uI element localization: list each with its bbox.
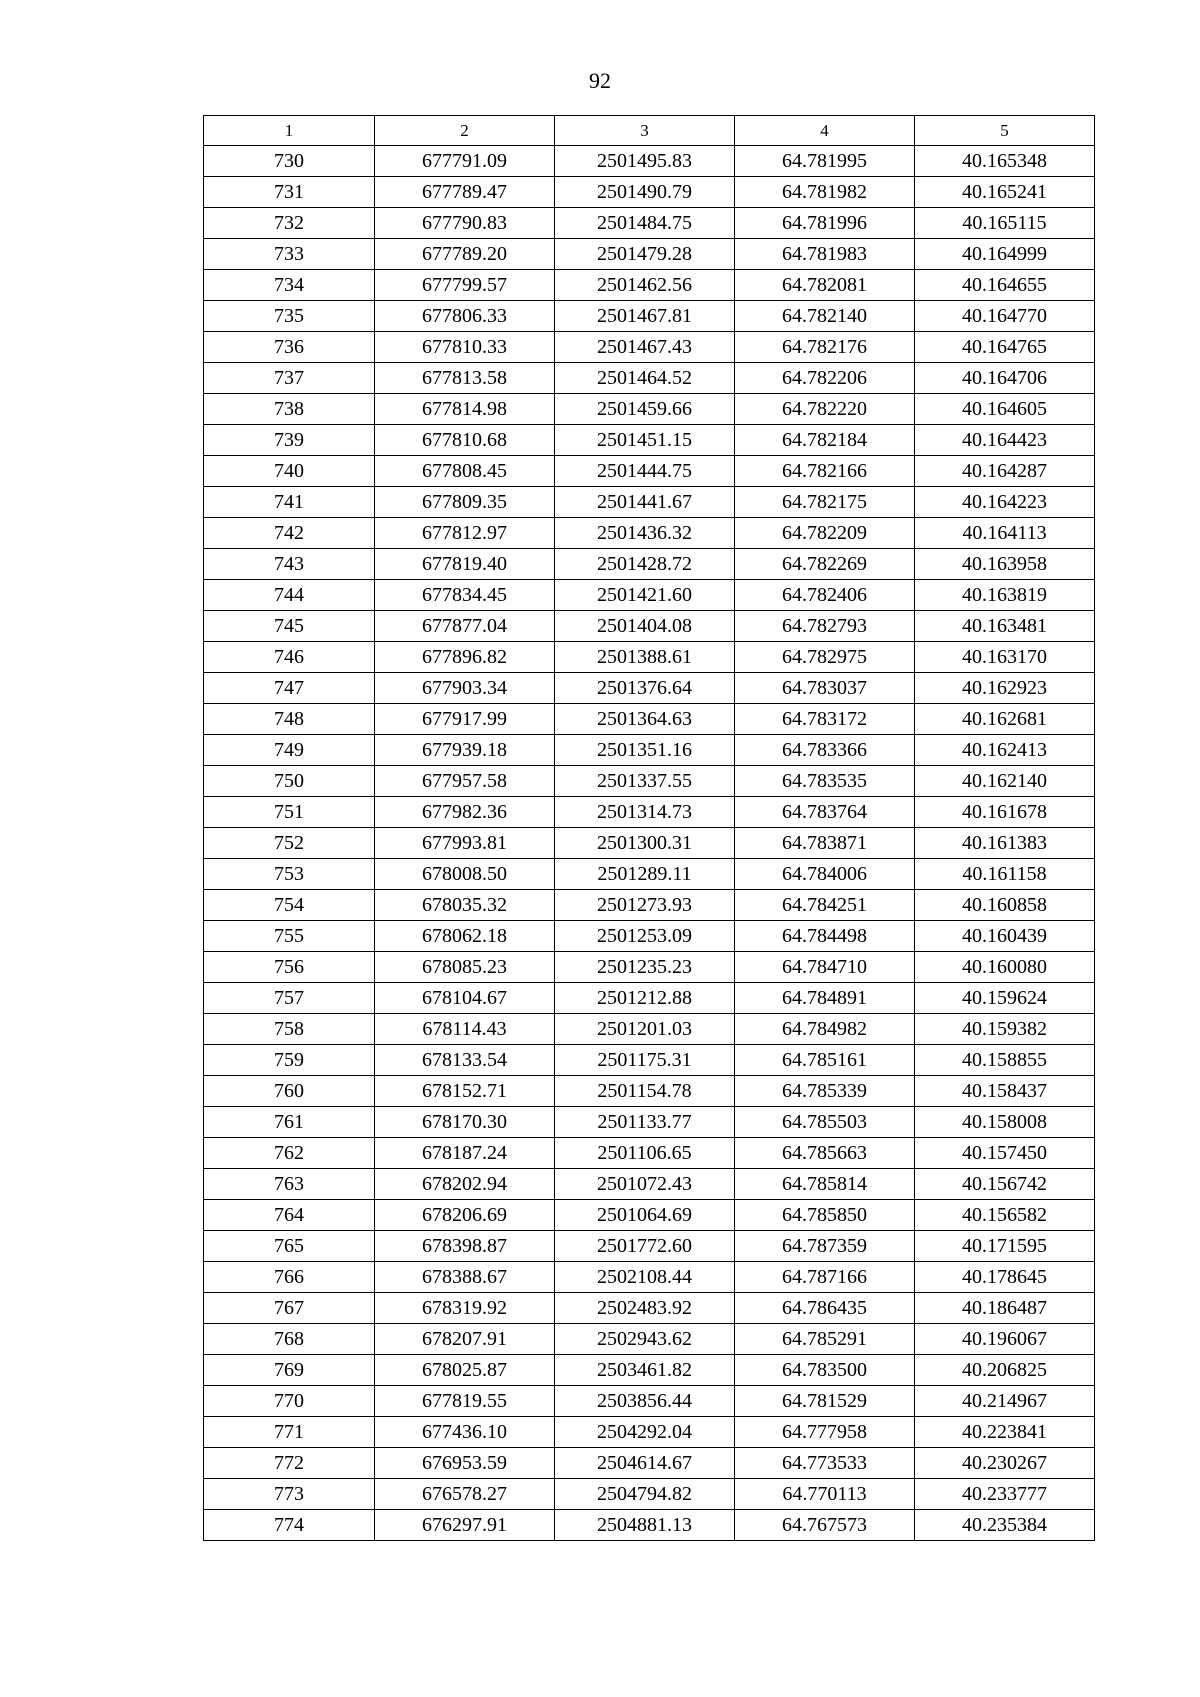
latitude-cell: 64.785339 (735, 1076, 915, 1107)
table-row (204, 797, 1095, 828)
table-row (204, 146, 1095, 177)
table-row (204, 332, 1095, 363)
x-coordinate-cell: 677810.68 (375, 425, 555, 456)
point-number-cell: 748 (204, 704, 375, 735)
x-coordinate-cell: 677814.98 (375, 394, 555, 425)
table-row (204, 518, 1095, 549)
coordinates-table (203, 115, 1095, 1541)
y-coordinate-cell: 2501484.75 (555, 208, 735, 239)
table-row (204, 1386, 1095, 1417)
point-number-cell: 738 (204, 394, 375, 425)
x-coordinate-cell: 678202.94 (375, 1169, 555, 1200)
y-coordinate-cell: 2501212.88 (555, 983, 735, 1014)
y-coordinate-cell: 2501289.11 (555, 859, 735, 890)
y-coordinate-cell: 2501201.03 (555, 1014, 735, 1045)
point-number-cell: 762 (204, 1138, 375, 1169)
point-number-cell: 758 (204, 1014, 375, 1045)
x-coordinate-cell: 676953.59 (375, 1448, 555, 1479)
x-coordinate-cell: 677810.33 (375, 332, 555, 363)
point-number-cell: 749 (204, 735, 375, 766)
x-coordinate-cell: 678207.91 (375, 1324, 555, 1355)
latitude-cell: 64.782166 (735, 456, 915, 487)
y-coordinate-cell: 2503461.82 (555, 1355, 735, 1386)
longitude-cell: 40.233777 (915, 1479, 1095, 1510)
point-number-cell: 772 (204, 1448, 375, 1479)
latitude-cell: 64.781529 (735, 1386, 915, 1417)
y-coordinate-cell: 2501106.65 (555, 1138, 735, 1169)
y-coordinate-cell: 2501235.23 (555, 952, 735, 983)
latitude-cell: 64.783500 (735, 1355, 915, 1386)
latitude-cell: 64.783535 (735, 766, 915, 797)
column-header-5: 5 (915, 116, 1095, 146)
point-number-cell: 746 (204, 642, 375, 673)
y-coordinate-cell: 2501459.66 (555, 394, 735, 425)
latitude-cell: 64.782184 (735, 425, 915, 456)
longitude-cell: 40.156582 (915, 1200, 1095, 1231)
point-number-cell: 742 (204, 518, 375, 549)
table-row (204, 890, 1095, 921)
y-coordinate-cell: 2501467.81 (555, 301, 735, 332)
point-number-cell: 731 (204, 177, 375, 208)
latitude-cell: 64.782793 (735, 611, 915, 642)
y-coordinate-cell: 2501300.31 (555, 828, 735, 859)
point-number-cell: 745 (204, 611, 375, 642)
longitude-cell: 40.165241 (915, 177, 1095, 208)
table-row (204, 673, 1095, 704)
longitude-cell: 40.163170 (915, 642, 1095, 673)
point-number-cell: 768 (204, 1324, 375, 1355)
latitude-cell: 64.770113 (735, 1479, 915, 1510)
longitude-cell: 40.164999 (915, 239, 1095, 270)
y-coordinate-cell: 2504292.04 (555, 1417, 735, 1448)
longitude-cell: 40.196067 (915, 1324, 1095, 1355)
point-number-cell: 771 (204, 1417, 375, 1448)
y-coordinate-cell: 2501376.64 (555, 673, 735, 704)
table-row (204, 1045, 1095, 1076)
y-coordinate-cell: 2501462.56 (555, 270, 735, 301)
table-row (204, 1324, 1095, 1355)
column-header-1: 1 (204, 116, 375, 146)
y-coordinate-cell: 2501273.93 (555, 890, 735, 921)
point-number-cell: 744 (204, 580, 375, 611)
longitude-cell: 40.171595 (915, 1231, 1095, 1262)
y-coordinate-cell: 2501444.75 (555, 456, 735, 487)
latitude-cell: 64.783037 (735, 673, 915, 704)
table-row (204, 1138, 1095, 1169)
latitude-cell: 64.784251 (735, 890, 915, 921)
latitude-cell: 64.783366 (735, 735, 915, 766)
table-row (204, 239, 1095, 270)
table-row (204, 859, 1095, 890)
y-coordinate-cell: 2501428.72 (555, 549, 735, 580)
latitude-cell: 64.781996 (735, 208, 915, 239)
x-coordinate-cell: 677812.97 (375, 518, 555, 549)
latitude-cell: 64.782209 (735, 518, 915, 549)
y-coordinate-cell: 2501479.28 (555, 239, 735, 270)
longitude-cell: 40.158855 (915, 1045, 1095, 1076)
longitude-cell: 40.159624 (915, 983, 1095, 1014)
x-coordinate-cell: 676578.27 (375, 1479, 555, 1510)
y-coordinate-cell: 2501133.77 (555, 1107, 735, 1138)
y-coordinate-cell: 2501175.31 (555, 1045, 735, 1076)
table-row (204, 1076, 1095, 1107)
table-row (204, 1448, 1095, 1479)
x-coordinate-cell: 678025.87 (375, 1355, 555, 1386)
x-coordinate-cell: 677809.35 (375, 487, 555, 518)
point-number-cell: 743 (204, 549, 375, 580)
point-number-cell: 739 (204, 425, 375, 456)
table-row (204, 766, 1095, 797)
x-coordinate-cell: 676297.91 (375, 1510, 555, 1541)
x-coordinate-cell: 677917.99 (375, 704, 555, 735)
longitude-cell: 40.223841 (915, 1417, 1095, 1448)
latitude-cell: 64.782081 (735, 270, 915, 301)
latitude-cell: 64.767573 (735, 1510, 915, 1541)
latitude-cell: 64.783871 (735, 828, 915, 859)
latitude-cell: 64.773533 (735, 1448, 915, 1479)
longitude-cell: 40.162681 (915, 704, 1095, 735)
longitude-cell: 40.165115 (915, 208, 1095, 239)
column-header-3: 3 (555, 116, 735, 146)
longitude-cell: 40.164287 (915, 456, 1095, 487)
point-number-cell: 767 (204, 1293, 375, 1324)
table-row (204, 952, 1095, 983)
point-number-cell: 769 (204, 1355, 375, 1386)
x-coordinate-cell: 677939.18 (375, 735, 555, 766)
table-row (204, 1262, 1095, 1293)
x-coordinate-cell: 677789.20 (375, 239, 555, 270)
table-header-row (204, 116, 1095, 146)
y-coordinate-cell: 2501495.83 (555, 146, 735, 177)
table-row (204, 580, 1095, 611)
y-coordinate-cell: 2504881.13 (555, 1510, 735, 1541)
x-coordinate-cell: 678388.67 (375, 1262, 555, 1293)
longitude-cell: 40.158437 (915, 1076, 1095, 1107)
latitude-cell: 64.781983 (735, 239, 915, 270)
latitude-cell: 64.785814 (735, 1169, 915, 1200)
y-coordinate-cell: 2501490.79 (555, 177, 735, 208)
longitude-cell: 40.158008 (915, 1107, 1095, 1138)
latitude-cell: 64.787166 (735, 1262, 915, 1293)
longitude-cell: 40.160439 (915, 921, 1095, 952)
longitude-cell: 40.161383 (915, 828, 1095, 859)
x-coordinate-cell: 678008.50 (375, 859, 555, 890)
latitude-cell: 64.787359 (735, 1231, 915, 1262)
y-coordinate-cell: 2501436.32 (555, 518, 735, 549)
table-row (204, 1479, 1095, 1510)
y-coordinate-cell: 2501314.73 (555, 797, 735, 828)
table-row (204, 208, 1095, 239)
page-number: 92 (589, 68, 611, 93)
x-coordinate-cell: 677834.45 (375, 580, 555, 611)
latitude-cell: 64.785503 (735, 1107, 915, 1138)
latitude-cell: 64.782176 (735, 332, 915, 363)
table-row (204, 1417, 1095, 1448)
point-number-cell: 756 (204, 952, 375, 983)
point-number-cell: 741 (204, 487, 375, 518)
longitude-cell: 40.165348 (915, 146, 1095, 177)
y-coordinate-cell: 2501351.16 (555, 735, 735, 766)
point-number-cell: 763 (204, 1169, 375, 1200)
longitude-cell: 40.160080 (915, 952, 1095, 983)
x-coordinate-cell: 678170.30 (375, 1107, 555, 1138)
point-number-cell: 732 (204, 208, 375, 239)
column-header-4: 4 (735, 116, 915, 146)
y-coordinate-cell: 2501772.60 (555, 1231, 735, 1262)
x-coordinate-cell: 678035.32 (375, 890, 555, 921)
longitude-cell: 40.157450 (915, 1138, 1095, 1169)
y-coordinate-cell: 2501154.78 (555, 1076, 735, 1107)
point-number-cell: 770 (204, 1386, 375, 1417)
table-row (204, 1200, 1095, 1231)
x-coordinate-cell: 678319.92 (375, 1293, 555, 1324)
table-row (204, 983, 1095, 1014)
latitude-cell: 64.784006 (735, 859, 915, 890)
table-row (204, 270, 1095, 301)
point-number-cell: 734 (204, 270, 375, 301)
latitude-cell: 64.782140 (735, 301, 915, 332)
y-coordinate-cell: 2501064.69 (555, 1200, 735, 1231)
longitude-cell: 40.162923 (915, 673, 1095, 704)
y-coordinate-cell: 2501072.43 (555, 1169, 735, 1200)
table-body (204, 146, 1095, 1541)
y-coordinate-cell: 2502483.92 (555, 1293, 735, 1324)
table-row (204, 1169, 1095, 1200)
point-number-cell: 765 (204, 1231, 375, 1262)
point-number-cell: 753 (204, 859, 375, 890)
longitude-cell: 40.161678 (915, 797, 1095, 828)
x-coordinate-cell: 678062.18 (375, 921, 555, 952)
latitude-cell: 64.782206 (735, 363, 915, 394)
longitude-cell: 40.159382 (915, 1014, 1095, 1045)
table-row (204, 363, 1095, 394)
table-row (204, 177, 1095, 208)
x-coordinate-cell: 677819.40 (375, 549, 555, 580)
point-number-cell: 755 (204, 921, 375, 952)
point-number-cell: 730 (204, 146, 375, 177)
point-number-cell: 752 (204, 828, 375, 859)
column-header-2: 2 (375, 116, 555, 146)
y-coordinate-cell: 2501451.15 (555, 425, 735, 456)
latitude-cell: 64.783764 (735, 797, 915, 828)
longitude-cell: 40.164605 (915, 394, 1095, 425)
latitude-cell: 64.783172 (735, 704, 915, 735)
longitude-cell: 40.186487 (915, 1293, 1095, 1324)
latitude-cell: 64.786435 (735, 1293, 915, 1324)
longitude-cell: 40.164655 (915, 270, 1095, 301)
x-coordinate-cell: 677903.34 (375, 673, 555, 704)
latitude-cell: 64.784710 (735, 952, 915, 983)
longitude-cell: 40.162140 (915, 766, 1095, 797)
point-number-cell: 740 (204, 456, 375, 487)
longitude-cell: 40.164223 (915, 487, 1095, 518)
table-row (204, 549, 1095, 580)
longitude-cell: 40.164706 (915, 363, 1095, 394)
longitude-cell: 40.163958 (915, 549, 1095, 580)
y-coordinate-cell: 2501364.63 (555, 704, 735, 735)
point-number-cell: 751 (204, 797, 375, 828)
table-row (204, 735, 1095, 766)
x-coordinate-cell: 678114.43 (375, 1014, 555, 1045)
x-coordinate-cell: 677790.83 (375, 208, 555, 239)
latitude-cell: 64.782406 (735, 580, 915, 611)
latitude-cell: 64.784982 (735, 1014, 915, 1045)
table-row (204, 642, 1095, 673)
point-number-cell: 754 (204, 890, 375, 921)
point-number-cell: 764 (204, 1200, 375, 1231)
point-number-cell: 736 (204, 332, 375, 363)
point-number-cell: 757 (204, 983, 375, 1014)
x-coordinate-cell: 678398.87 (375, 1231, 555, 1262)
y-coordinate-cell: 2501441.67 (555, 487, 735, 518)
x-coordinate-cell: 677806.33 (375, 301, 555, 332)
y-coordinate-cell: 2504794.82 (555, 1479, 735, 1510)
table-row (204, 921, 1095, 952)
x-coordinate-cell: 677791.09 (375, 146, 555, 177)
x-coordinate-cell: 678206.69 (375, 1200, 555, 1231)
table-row (204, 1107, 1095, 1138)
y-coordinate-cell: 2503856.44 (555, 1386, 735, 1417)
latitude-cell: 64.785291 (735, 1324, 915, 1355)
y-coordinate-cell: 2502108.44 (555, 1262, 735, 1293)
longitude-cell: 40.163819 (915, 580, 1095, 611)
table-row (204, 301, 1095, 332)
point-number-cell: 750 (204, 766, 375, 797)
point-number-cell: 766 (204, 1262, 375, 1293)
point-number-cell: 774 (204, 1510, 375, 1541)
x-coordinate-cell: 677982.36 (375, 797, 555, 828)
latitude-cell: 64.782220 (735, 394, 915, 425)
latitude-cell: 64.785663 (735, 1138, 915, 1169)
point-number-cell: 773 (204, 1479, 375, 1510)
longitude-cell: 40.156742 (915, 1169, 1095, 1200)
longitude-cell: 40.230267 (915, 1448, 1095, 1479)
longitude-cell: 40.164770 (915, 301, 1095, 332)
table-row (204, 1510, 1095, 1541)
latitude-cell: 64.777958 (735, 1417, 915, 1448)
x-coordinate-cell: 677436.10 (375, 1417, 555, 1448)
point-number-cell: 735 (204, 301, 375, 332)
latitude-cell: 64.785161 (735, 1045, 915, 1076)
latitude-cell: 64.781982 (735, 177, 915, 208)
y-coordinate-cell: 2501404.08 (555, 611, 735, 642)
x-coordinate-cell: 677819.55 (375, 1386, 555, 1417)
point-number-cell: 733 (204, 239, 375, 270)
x-coordinate-cell: 677877.04 (375, 611, 555, 642)
x-coordinate-cell: 677813.58 (375, 363, 555, 394)
x-coordinate-cell: 677993.81 (375, 828, 555, 859)
latitude-cell: 64.784891 (735, 983, 915, 1014)
latitude-cell: 64.782269 (735, 549, 915, 580)
longitude-cell: 40.214967 (915, 1386, 1095, 1417)
x-coordinate-cell: 677799.57 (375, 270, 555, 301)
x-coordinate-cell: 678104.67 (375, 983, 555, 1014)
table-row (204, 1014, 1095, 1045)
point-number-cell: 737 (204, 363, 375, 394)
point-number-cell: 760 (204, 1076, 375, 1107)
latitude-cell: 64.785850 (735, 1200, 915, 1231)
y-coordinate-cell: 2501253.09 (555, 921, 735, 952)
x-coordinate-cell: 677896.82 (375, 642, 555, 673)
point-number-cell: 761 (204, 1107, 375, 1138)
x-coordinate-cell: 678187.24 (375, 1138, 555, 1169)
y-coordinate-cell: 2502943.62 (555, 1324, 735, 1355)
table-row (204, 487, 1095, 518)
table-row (204, 611, 1095, 642)
longitude-cell: 40.164423 (915, 425, 1095, 456)
table-row (204, 828, 1095, 859)
table-row (204, 1355, 1095, 1386)
latitude-cell: 64.781995 (735, 146, 915, 177)
x-coordinate-cell: 677957.58 (375, 766, 555, 797)
latitude-cell: 64.782175 (735, 487, 915, 518)
x-coordinate-cell: 677789.47 (375, 177, 555, 208)
y-coordinate-cell: 2501388.61 (555, 642, 735, 673)
latitude-cell: 64.782975 (735, 642, 915, 673)
longitude-cell: 40.161158 (915, 859, 1095, 890)
y-coordinate-cell: 2504614.67 (555, 1448, 735, 1479)
point-number-cell: 759 (204, 1045, 375, 1076)
table-row (204, 1293, 1095, 1324)
longitude-cell: 40.178645 (915, 1262, 1095, 1293)
longitude-cell: 40.206825 (915, 1355, 1095, 1386)
x-coordinate-cell: 677808.45 (375, 456, 555, 487)
table-row (204, 456, 1095, 487)
longitude-cell: 40.162413 (915, 735, 1095, 766)
table-row (204, 1231, 1095, 1262)
latitude-cell: 64.784498 (735, 921, 915, 952)
table-row (204, 704, 1095, 735)
y-coordinate-cell: 2501337.55 (555, 766, 735, 797)
longitude-cell: 40.160858 (915, 890, 1095, 921)
x-coordinate-cell: 678152.71 (375, 1076, 555, 1107)
longitude-cell: 40.164113 (915, 518, 1095, 549)
longitude-cell: 40.235384 (915, 1510, 1095, 1541)
table-row (204, 425, 1095, 456)
point-number-cell: 747 (204, 673, 375, 704)
y-coordinate-cell: 2501421.60 (555, 580, 735, 611)
table-row (204, 394, 1095, 425)
x-coordinate-cell: 678133.54 (375, 1045, 555, 1076)
longitude-cell: 40.164765 (915, 332, 1095, 363)
longitude-cell: 40.163481 (915, 611, 1095, 642)
x-coordinate-cell: 678085.23 (375, 952, 555, 983)
y-coordinate-cell: 2501467.43 (555, 332, 735, 363)
y-coordinate-cell: 2501464.52 (555, 363, 735, 394)
